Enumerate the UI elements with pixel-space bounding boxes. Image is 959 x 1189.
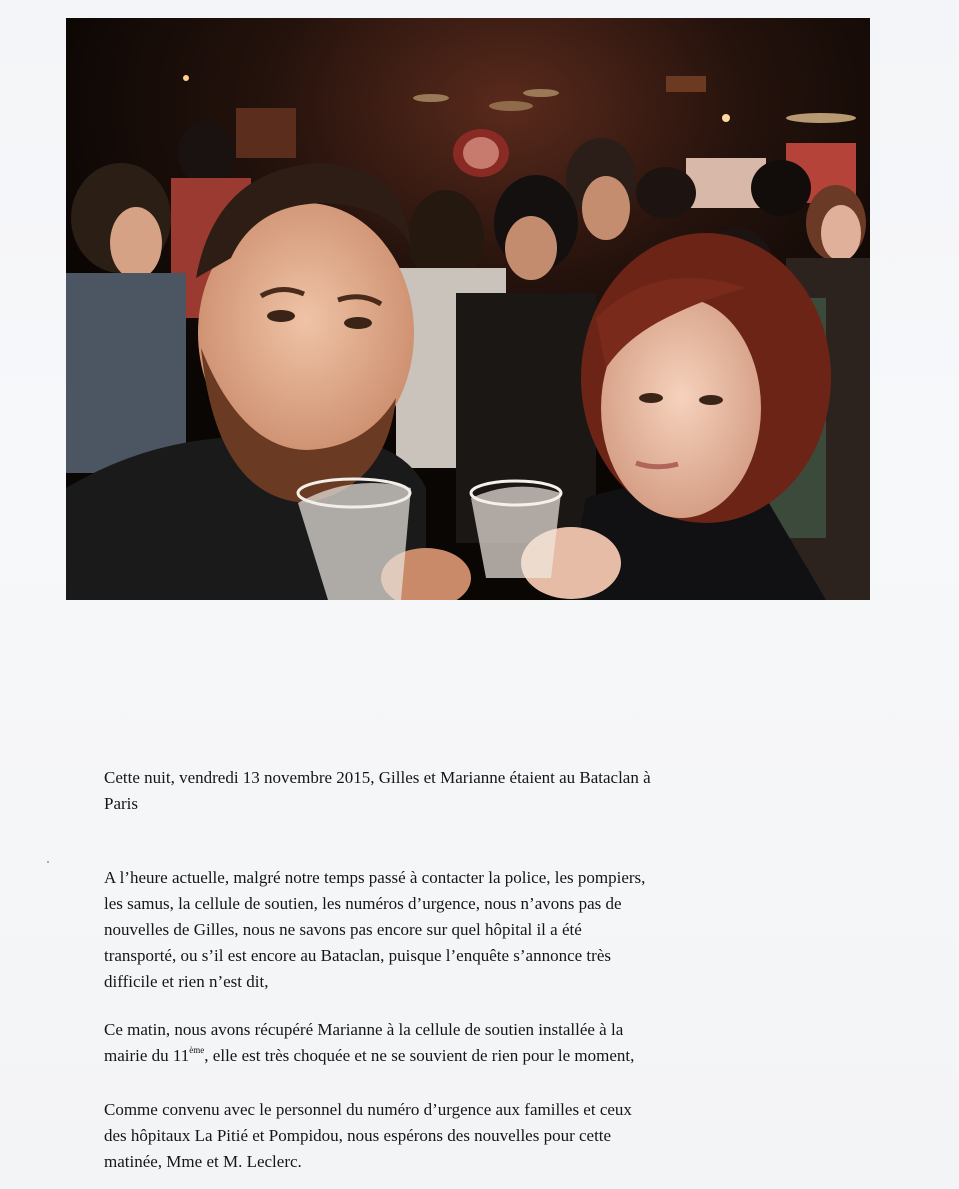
text-line: Paris — [104, 794, 138, 813]
text-line: des hôpitaux La Pitié et Pompidou, nous espérons des nouvelles pour cette — [104, 1126, 612, 1145]
text-line: A l’heure actuelle, malgré notre temps passé à contacter la police, les pompiers, — [104, 868, 646, 887]
text-line: transporté, ou s’il est encore au Bataclan, puisque l’enquête s’annonce très — [104, 946, 611, 965]
text-line: Comme convenu avec le personnel du numéro d’urgence aux familles et ceux — [104, 1100, 632, 1119]
scan-speck — [47, 861, 49, 863]
text-line: Ce matin, nous avons récupéré Marianne à la cellule de soutien installée à la — [104, 1020, 624, 1039]
paragraph-closing — [104, 1097, 834, 1175]
paragraph-intro — [104, 765, 834, 817]
text-segment: , elle est très choquée et ne se souvient de rien pour le moment, — [204, 1046, 635, 1065]
photo — [66, 18, 870, 600]
text-segment: mairie du 11 — [104, 1046, 190, 1065]
text-line: Cette nuit, vendredi 13 novembre 2015, Gilles et Marianne étaient au Bataclan à — [104, 768, 651, 787]
text-line — [104, 1043, 834, 1069]
superscript: ème — [189, 1045, 205, 1055]
text-line: nouvelles de Gilles, nous ne savons pas encore sur quel hôpital il a été — [104, 920, 582, 939]
text-line: difficile et rien n’est dit, — [104, 972, 269, 991]
paragraph-morning — [104, 1017, 834, 1069]
paragraph-status — [104, 865, 834, 995]
text-line: matinée, Mme et M. Leclerc. — [104, 1152, 302, 1171]
photo-illustration — [66, 18, 870, 600]
text-line: les samus, la cellule de soutien, les numéros d’urgence, nous n’avons pas de — [104, 894, 622, 913]
